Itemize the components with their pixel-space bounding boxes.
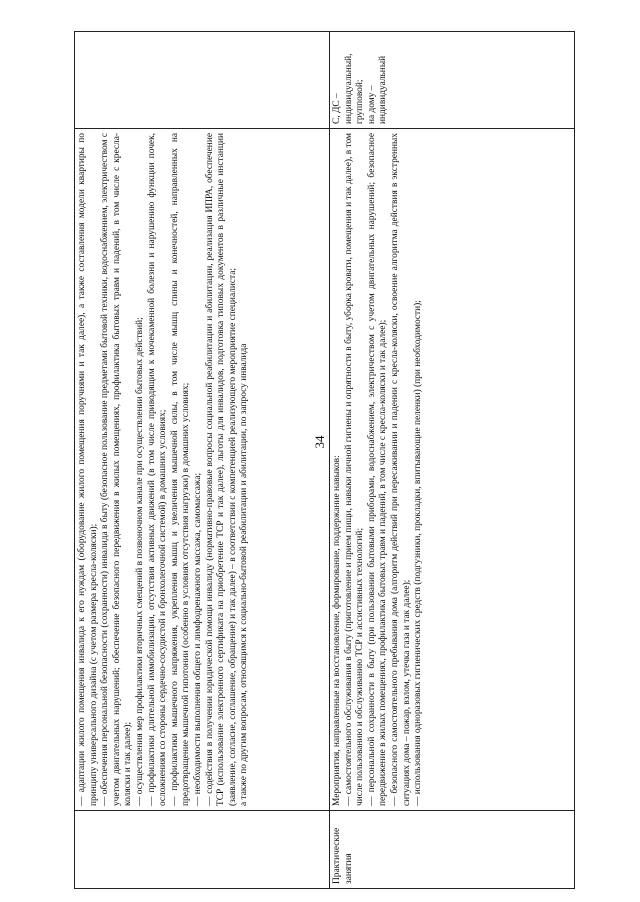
activity-content-cell	[75, 129, 330, 811]
content-paragraph: — самостоятельного обслуживания в быту (приготовление и прием пищи, навыки личной гигиены и опрятности в быту, уборка кровати, помещения и так далее), в том числе пользованию и обслуживанию ТСР и ассистивных технологий;	[343, 133, 366, 806]
table-row	[330, 32, 575, 889]
format-line: индивидуальный	[378, 55, 389, 124]
content-paragraph: — использования одноразовых гигиенических средств (подгузники, прокладки, впитывающие пеленки) (при необходимости);	[413, 300, 424, 806]
format-line: на дому –	[366, 85, 377, 124]
content-paragraph: — безопасного самостоятельного пребывания дома (алгоритм действий при пересаживании и падении с кресла-коляски, освоение алгоритма действия в экстренных ситуациях дома – пожар, взлом, утечка газа и так далее);	[389, 133, 412, 806]
content-paragraph: — необходимости выполнения общего и лимфодренажного массажа, самомассажа;	[192, 472, 203, 806]
format-line: индивидуальный,	[343, 53, 354, 124]
content-paragraph: — адаптации жилого помещения инвалида к его нуждам (оборудование жилого помещения поручнями и так далее), а также составления модели квартиры по принципу универсального дизайна (с учетом размера кресла-коляски);	[77, 133, 99, 806]
rotated-page-area	[74, 32, 574, 889]
content-paragraph: — обеспечения персональной безопасности (сохранности) инвалида в быту (безопасное пользование предметами бытовой техники, водоснабжением, электричеством с учетом двигательных нарушений; обеспечение безопасного передвижения в жилых помещениях, профилактика бытовых травм и падений, в том числе с кресла-коляски и так далее);	[100, 133, 134, 806]
content-paragraph: а также по другим вопросам, относящимся к социально-бытовой реабилитации и абилитации, по запросу инвалида	[239, 343, 250, 806]
format-line: групповой;	[355, 79, 366, 124]
activity-type-cell	[75, 811, 330, 889]
table-row	[75, 32, 330, 889]
activity-content-cell	[330, 129, 575, 811]
format-cell	[330, 32, 575, 129]
format-line: С, ДС –	[332, 93, 342, 124]
content-paragraph: — персональной сохранности в быту (при пользовании бытовыми приборами, водоснабжением, электричеством с учетом двигательных нарушений; безопасное передвижение в жилых помещениях, профилактика бытовых травм и падений, в том числе с кресла-коляски и так далее);	[366, 133, 389, 806]
activity-type-cell: Практические занятия	[330, 811, 575, 889]
content-paragraph: — профилактики длительной иммобилизации, отсутствия активных движений (в том числе приводящим к мочекаменной болезни и нарушению функции почек, осложнениям со стороны сердечно-сосудистой и бронхолегочной системой) в домашних условиях;	[146, 133, 169, 806]
rotated-table-frame	[74, 32, 574, 889]
content-paragraph: — профилактики мышечного напряжения, укрепления мышц и увеличения мышечной силы, в том числе мышц спины и конечностей, направленных на предотвращение мышечной гипотонии (особенно в условиях отсутствия нагрузки) в домашних условиях;	[169, 133, 192, 806]
content-paragraph: — осуществления мер профилактики вторичных смещений в позвоночном канале при осуществлении бытовых действий;	[134, 317, 145, 806]
content-paragraph: Мероприятия, направленные на восстановление, формирование, поддержание навыков:	[332, 455, 342, 806]
rehabilitation-measures-table	[74, 31, 575, 889]
page-number: 34	[312, 435, 327, 449]
format-cell	[75, 32, 330, 129]
content-paragraph: — содействия в получении юридической помощи инвалиду (нормативно-правовые вопросы социальной реабилитации и абилитации, реализация ИПРА, обеспечение ТСР (использование электронного сертификата на приобретение ТСР и так далее), льготы для инвалидов, подготовка типовых документов в различные инстанции (заявление, согласие, соглашение, обращение) и так далее) – в соответствии с компетенцией реализующего мероприятие специалиста;	[204, 133, 238, 806]
